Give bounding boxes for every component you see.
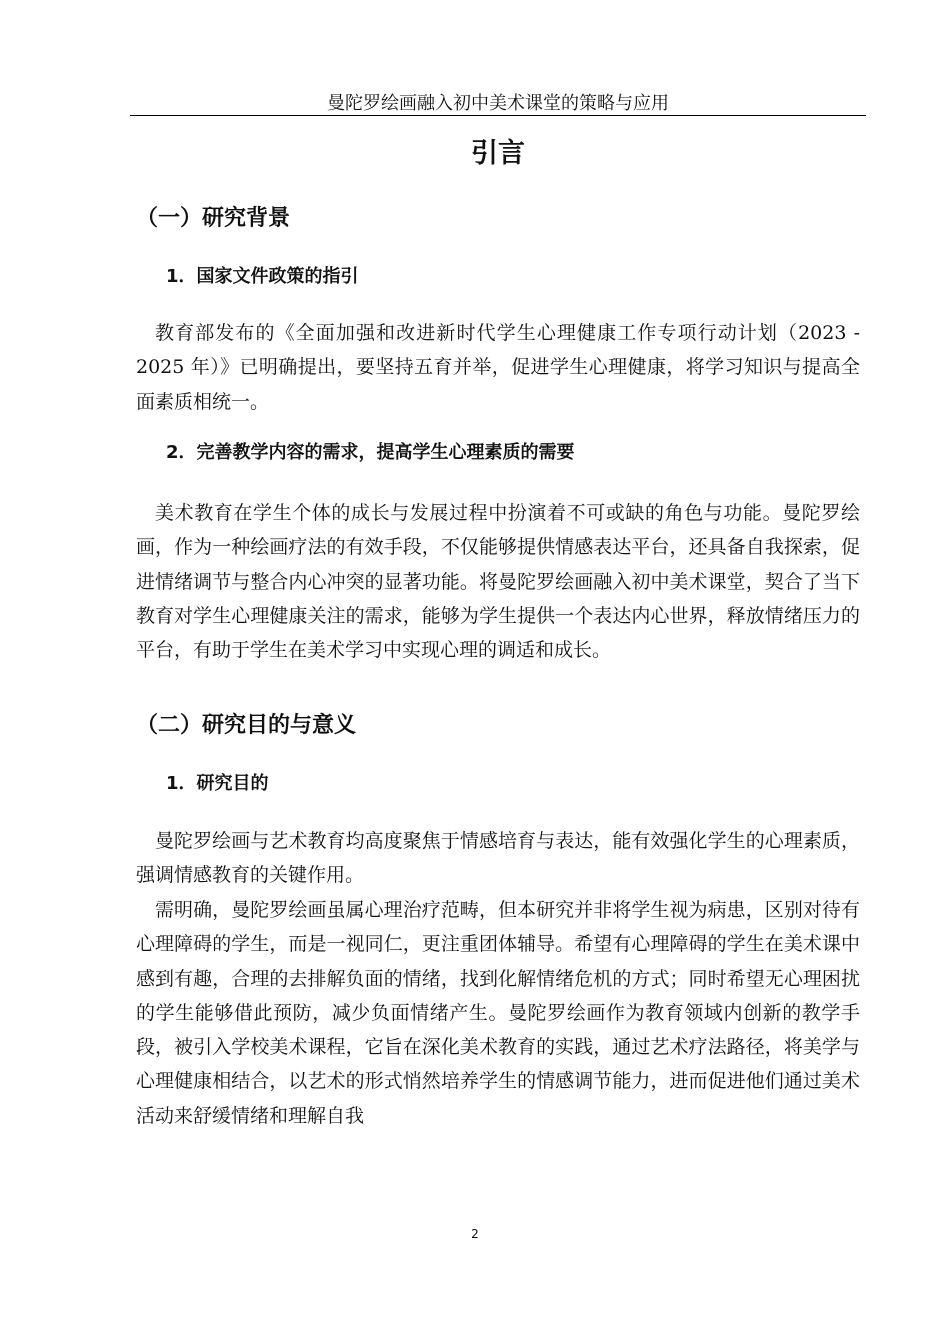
paragraph-policy: 教育部发布的《全面加强和改进新时代学生心理健康工作专项行动计划（2023 - 2025 年）》已明确提出，要坚持五育并举，促进学生心理健康，将学习知识与提高全面素质相统一。	[136, 322, 860, 413]
paragraph-teaching-needs: 美术教育在学生个体的成长与发展过程中扮演着不可或缺的角色与功能。曼陀罗绘画，作为一种绘画疗法的有效手段，不仅能够提供情感表达平台，还具备自我探索，促进情绪调节与整合内心冲突的显著功能。将曼陀罗绘画融入初中美术课堂，契合了当下教育对学生心理健康关注的需求，能够为学生提供一个表达内心世界，释放情绪压力的平台，有助于学生在美术学习中实现心理的调适和成长。	[136, 502, 860, 662]
paragraph-purpose-1: 曼陀罗绘画与艺术教育均高度聚焦于情感培育与表达，能有效强化学生的心理素质，强调情感教育的关键作用。	[136, 830, 860, 887]
subsection-heading-teaching-needs: 2．完善教学内容的需求，提高学生心理素质的需要	[166, 442, 575, 463]
subsection-heading-purpose: 1．研究目的	[166, 773, 269, 794]
page-number: 2	[471, 1227, 479, 1241]
section-heading-background: （一）研究背景	[136, 206, 291, 231]
running-header: 曼陀罗绘画融入初中美术课堂的策略与应用	[327, 93, 669, 114]
subsection-heading-policy: 1．国家文件政策的指引	[166, 266, 359, 287]
paragraph-purpose-2: 需明确，曼陀罗绘画虽属心理治疗范畴，但本研究并非将学生视为病患，区别对待有心理障碍的学生，而是一视同仁，更注重团体辅导。希望有心理障碍的学生在美术课中感到有趣，合理的去排解负面的情绪，找到化解情绪危机的方式；同时希望无心理困扰的学生能够借此预防，减少负面情绪产生。曼陀罗绘画作为教育领域内创新的教学手段，被引入学校美术课程，它旨在深化美术教育的实践，通过艺术疗法路径，将美学与心理健康相结合，以艺术的形式悄然培养学生的情感调节能力，进而促进他们通过美术活动来舒缓情绪和理解自我	[136, 899, 860, 1127]
header-rule	[130, 115, 866, 116]
section-heading-purpose-significance: （二）研究目的与意义	[136, 713, 357, 738]
page-title: 引言	[471, 138, 525, 169]
